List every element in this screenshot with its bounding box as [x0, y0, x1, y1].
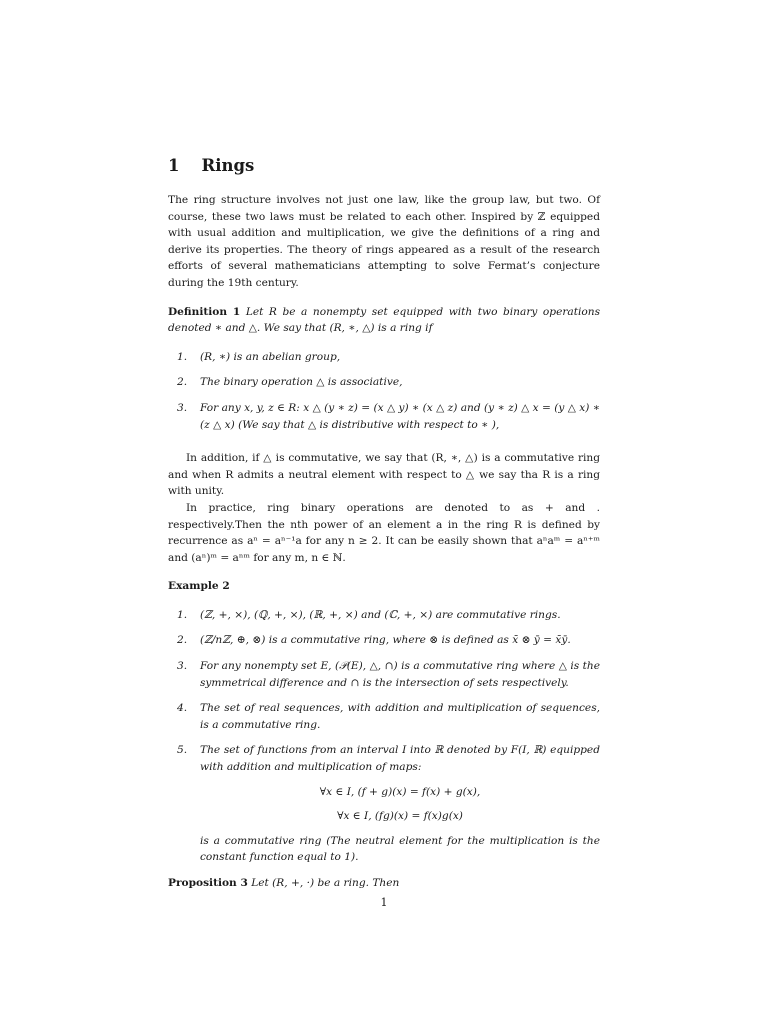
item-number: 4.: [177, 702, 188, 715]
item-text: The set of real sequences, with addition and multiplication of sequences, is a commutative ring.: [200, 702, 600, 731]
definition-text: Let R be a nonempty set equipped with two binary operations denoted ∗ and △. We say that (R, ∗, △) is a ring if: [168, 305, 601, 335]
proposition-text: Let (R, +, ·) be a ring. Then: [251, 877, 400, 889]
example-head: Example 2: [168, 580, 230, 593]
list-item: [168, 374, 600, 391]
item-text: The set of functions from an interval I into ℝ denoted by F(I, ℝ) equipped with addition and multiplication of maps:: [200, 744, 600, 774]
example-list: [168, 607, 600, 866]
list-item: [168, 700, 600, 733]
section-heading: [168, 156, 600, 176]
list-item: [168, 349, 600, 366]
item-number: 1.: [177, 608, 188, 621]
definition-1: [168, 304, 600, 337]
item-number: 2.: [177, 376, 188, 389]
item-number: 5.: [177, 744, 188, 757]
section-number: 1: [168, 156, 180, 175]
item-text: (R, ∗) is an abelian group,: [200, 350, 341, 363]
item-text: For any x, y, z ∈ R: x △ (y ∗ z) = (x △ y) ∗ (x △ z) and (y ∗ z) △ x = (y △ x) ∗ (z △ x) (We say that △ is distributive with respect to ∗ ),: [200, 401, 600, 431]
item-text: The binary operation △ is associative,: [200, 376, 403, 389]
paragraph-commutative: In addition, if △ is commutative, we say that (R, ∗, △) is a commutative ring and when R admits a neutral element with respect to △ we say tha R is a ring with unity.: [168, 452, 600, 498]
document-body: [168, 150, 600, 892]
definition-list: [168, 349, 600, 433]
list-item: [168, 742, 600, 866]
list-item: [168, 632, 600, 649]
page-number: 1: [380, 896, 388, 909]
item-number: 3.: [177, 401, 188, 414]
list-item: [168, 607, 600, 624]
proposition-3: [168, 875, 600, 892]
item-number: 1.: [177, 350, 188, 363]
list-item: [168, 400, 600, 433]
item-number: 2.: [177, 634, 188, 647]
paragraph-powers: In practice, ring binary operations are denoted to as + and . respectively.Then the nth power of an element a in the ring R is defined by recurrence as aⁿ = aⁿ⁻¹a for any n ≥ 2. It can be easily shown that aⁿaᵐ = aⁿ⁺ᵐ and (aⁿ)ᵐ = aⁿᵐ for any m, n ∈ ℕ.: [168, 501, 600, 564]
equation-product: ∀x ∈ I, (fg)(x) = f(x)g(x): [337, 810, 463, 823]
intro-paragraph: The ring structure involves not just one law, like the group law, but two. Of course, these two laws must be related to each other. Inspired by ℤ equipped with usual addition and multiplication, we give the definitions of a ring and derive its properties. The theory of rings appeared as a result of the research efforts of several mathematicians attempting to solve Fermat’s conjecture during the 19th century.: [168, 194, 600, 289]
equation-sum: ∀x ∈ I, (f + g)(x) = f(x) + g(x),: [319, 785, 481, 798]
example-tail: is a commutative ring (The neutral element for the multiplication is the constant function equal to 1).: [200, 834, 600, 864]
list-item: [168, 658, 600, 691]
item-text: (ℤ, +, ×), (ℚ, +, ×), (ℝ, +, ×) and (ℂ, +, ×) are commutative rings.: [200, 608, 561, 621]
definition-head: Definition 1: [168, 305, 241, 318]
proposition-head: Proposition 3: [168, 877, 248, 889]
item-text: For any nonempty set E, (𝒫(E), △, ∩) is a commutative ring where △ is the symmetrical difference and ∩ is the intersection of sets respectively.: [200, 660, 600, 689]
item-text: (ℤ/nℤ, ⊕, ⊗) is a commutative ring, where ⊗ is defined as x̄ ⊗ ȳ = x̄ȳ.: [200, 634, 571, 647]
section-title: Rings: [201, 156, 255, 175]
item-number: 3.: [177, 660, 188, 673]
example-2: [168, 578, 600, 595]
